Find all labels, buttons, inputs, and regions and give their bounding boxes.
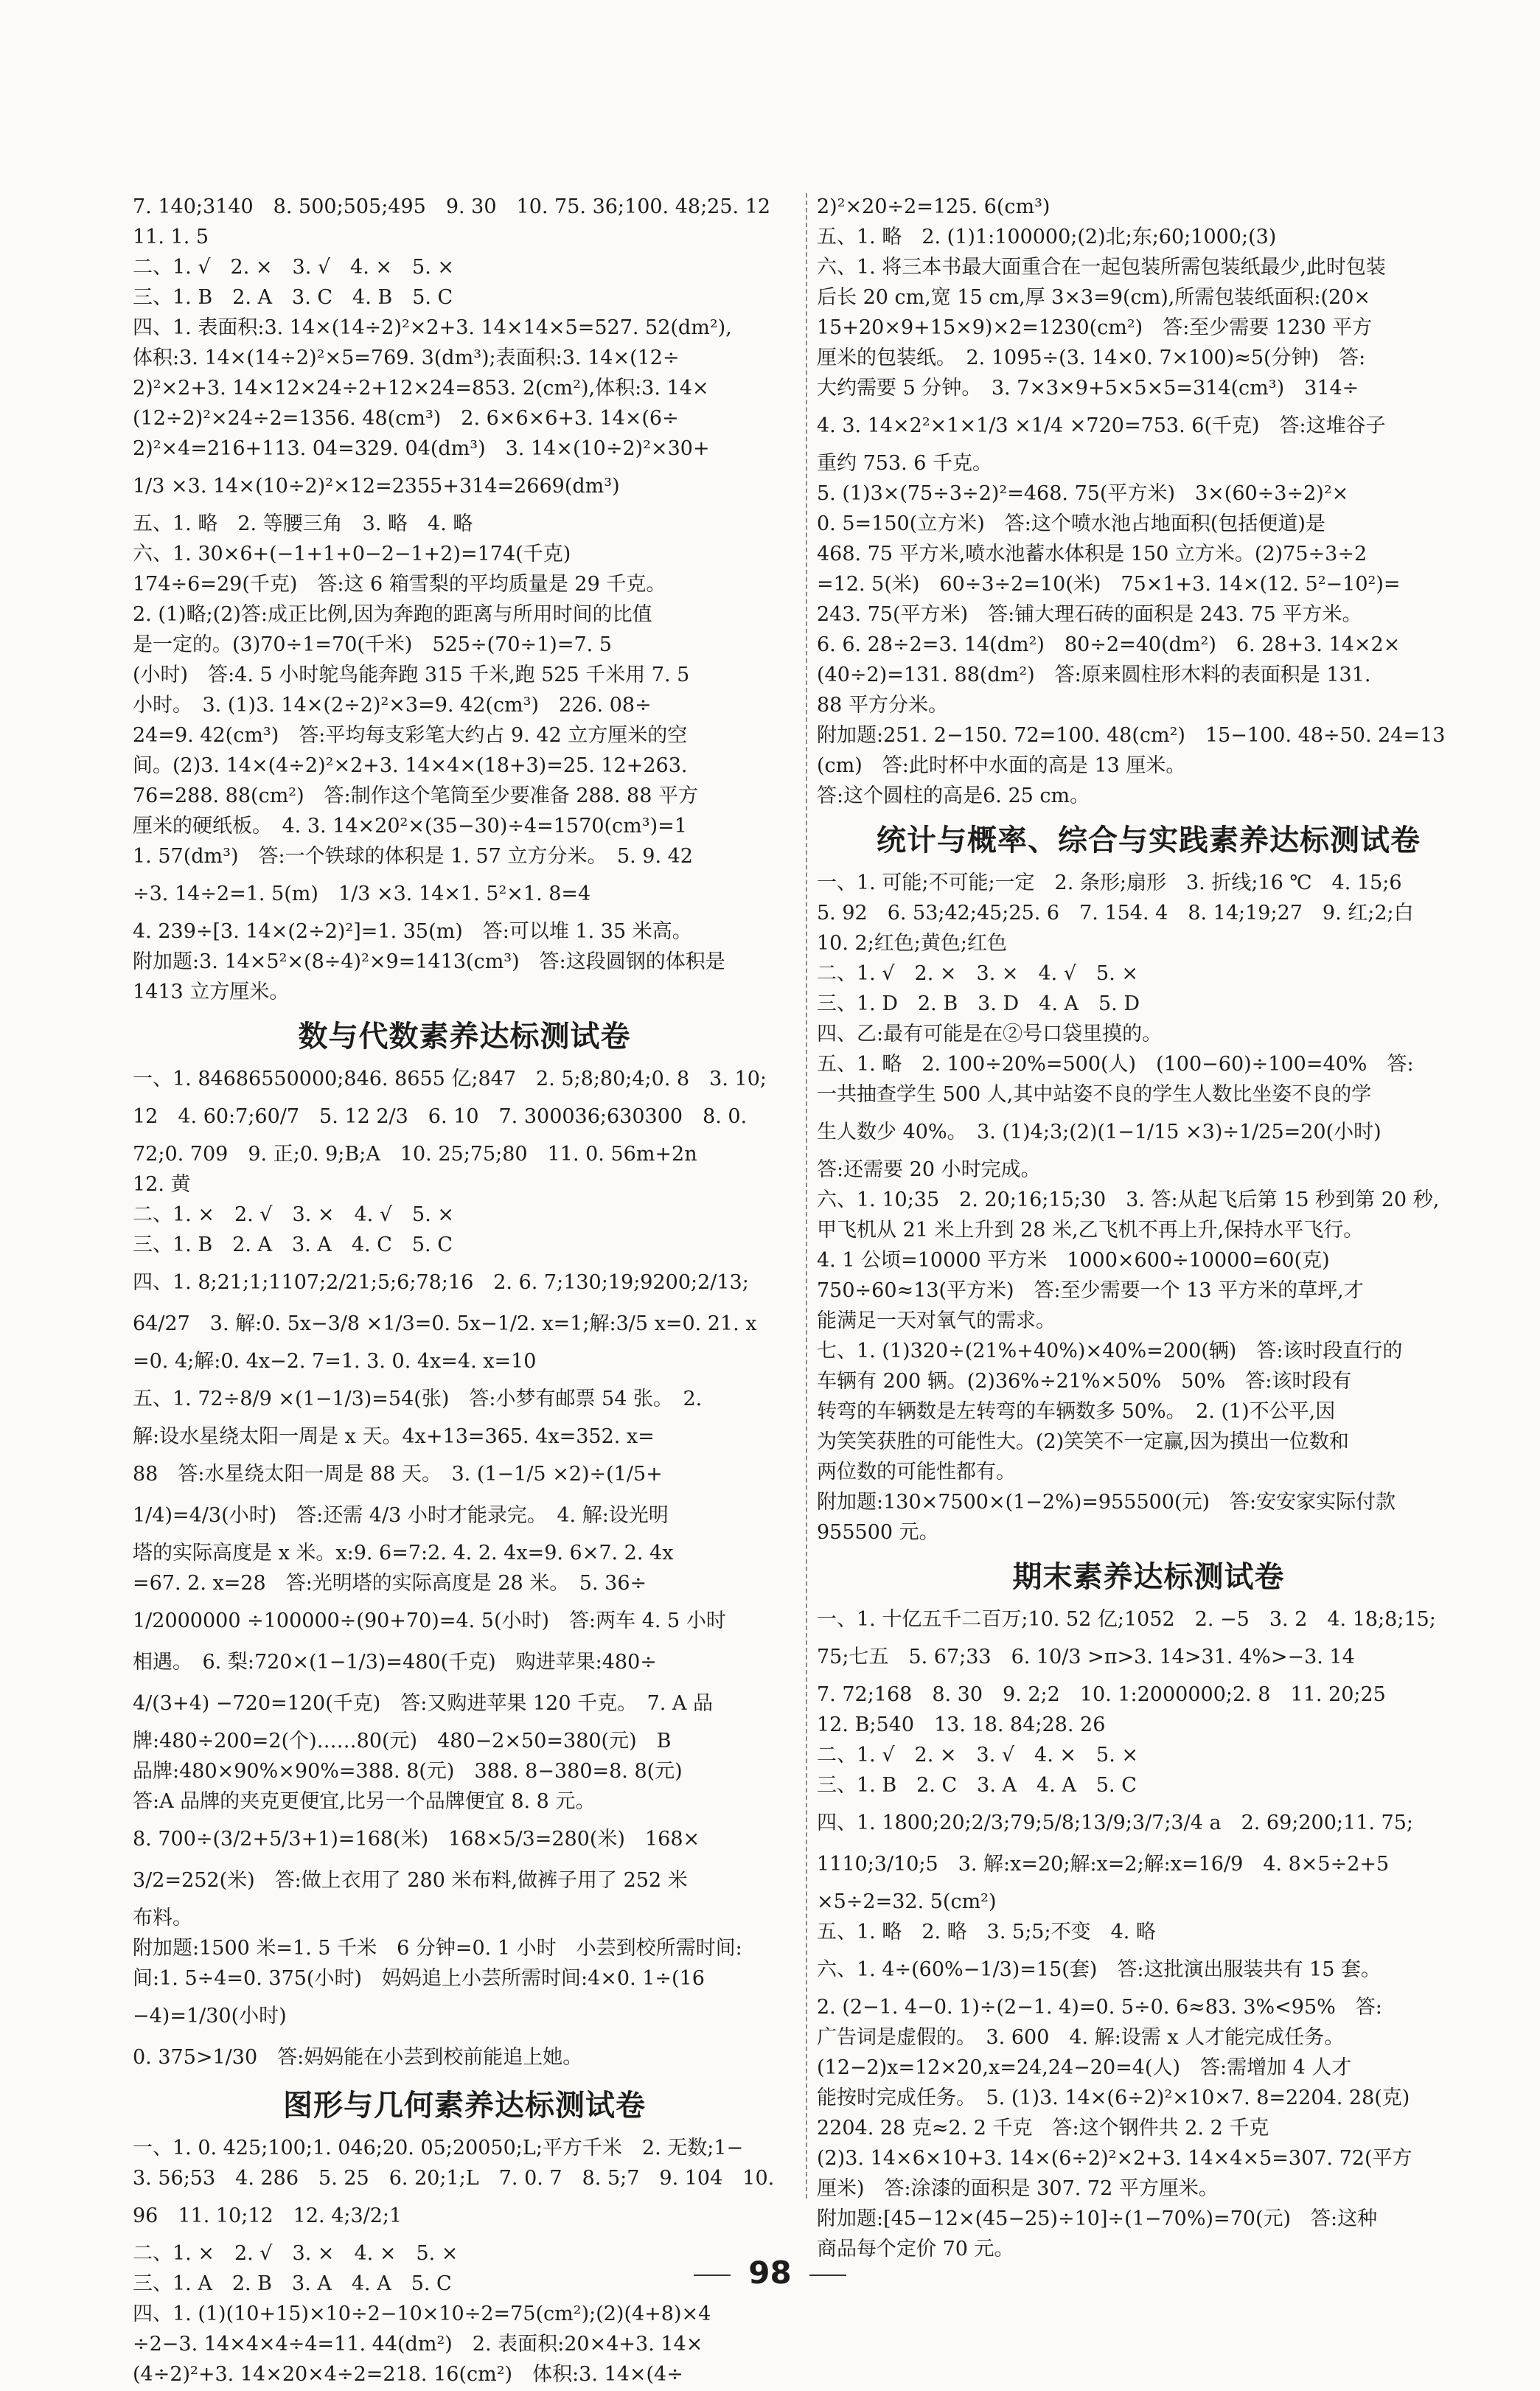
answer-line: 厘米的硬纸板。 4. 3. 14×20²×(35−30)÷4=1570(cm³)=1 bbox=[133, 815, 687, 838]
answer-line: 间:1. 5÷4=0. 375(小时) 妈妈追上小芸所需时间:4×0. 1÷(16 bbox=[133, 1967, 705, 1990]
answer-line: 五、1. 略 2. 等腰三角 3. 略 4. 略 bbox=[133, 512, 473, 535]
answer-line: 三、1. D 2. B 3. D 4. A 5. D bbox=[817, 992, 1140, 1015]
answer-line: 4. 1 公顷=10000 平方米 1000×600÷10000=60(克) bbox=[817, 1249, 1330, 1272]
answer-line: 72;0. 709 9. 正;0. 9;B;A 10. 25;75;80 11. 0. 56m+2n bbox=[133, 1143, 697, 1166]
answer-line: 5. (1)3×(75÷3÷2)²=468. 75(平方米) 3×(60÷3÷2)²× bbox=[817, 482, 1349, 505]
answer-block-algebra bbox=[133, 1065, 796, 2075]
page-number-text: 98 bbox=[748, 2255, 792, 2291]
answer-line: 五、1. 略 2. 略 3. 5;5;不变 4. 略 bbox=[817, 1921, 1156, 1943]
answer-line: 2)²×4=216+113. 04=329. 04(dm³) 3. 14×(10÷2)²×30+ bbox=[133, 437, 710, 460]
answer-line: 附加题:1500 米=1. 5 千米 6 分钟=0. 1 小时 小芸到校所需时间: bbox=[133, 1937, 742, 1960]
answer-line: =67. 2. x=28 答:光明塔的实际高度是 28 米。 5. 36÷ bbox=[133, 1572, 647, 1595]
answer-line: 一、1. 84686550000;846. 8655 亿;847 2. 5;8;80;4;0. 8 3. 10; bbox=[133, 1068, 767, 1090]
answer-line: (cm) 答:此时杯中水面的高是 13 厘米。 bbox=[817, 754, 1186, 777]
answer-line: 174÷6=29(千克) 答:这 6 箱雪梨的平均质量是 29 千克。 bbox=[133, 573, 666, 596]
answer-line: 四、1. 1800;20;2/3;79;5/8;13/9;3/7;3/4 a 2. 69;200;11. 75; bbox=[817, 1811, 1413, 1834]
answer-line: 96 11. 10;12 12. 4;3/2;1 bbox=[133, 2204, 403, 2227]
answer-line: 四、1. 8;21;1;1107;2/21;5;6;78;16 2. 6. 7;130;19;9200;2/13; bbox=[133, 1271, 749, 1294]
answer-line: 5. 92 6. 53;42;45;25. 6 7. 154. 4 8. 14;19;27 9. 红;2;白 bbox=[817, 902, 1414, 925]
answer-line: 75;七五 5. 67;33 6. 10/3 >π>3. 14>31. 4%>−3. 14 bbox=[817, 1646, 1355, 1668]
section-title-algebra: 数与代数素养达标测试卷 bbox=[298, 1020, 631, 1054]
answer-line: 7. 72;168 8. 30 9. 2;2 10. 1:2000000;2. 8 11. 20;25 bbox=[817, 1683, 1386, 1706]
answer-line: 1413 立方厘米。 bbox=[133, 981, 290, 1003]
answer-line: 四、乙:最有可能是在②号口袋里摸的。 bbox=[817, 1023, 1163, 1045]
answer-line: 牌:480÷200=2(个)……80(元) 480−2×50=380(元) B bbox=[133, 1730, 672, 1753]
answer-line: 体积:3. 14×(14÷2)²×5=769. 3(dm³);表面积:3. 14×(12÷ bbox=[133, 347, 680, 369]
answer-line: 15+20×9+15×9)×2=1230(cm²) 答:至少需要 1230 平方 bbox=[817, 316, 1373, 339]
answer-line: 2204. 28 克≈2. 2 千克 答:这个钢件共 2. 2 千克 bbox=[817, 2117, 1269, 2140]
answer-line: 五、1. 略 2. 100÷20%=500(人) (100−60)÷100=40% 答: bbox=[817, 1053, 1414, 1076]
page-number-dash-right bbox=[809, 2275, 846, 2276]
answer-line: 1/2000000 ÷100000÷(90+70)=4. 5(小时) 答:两车 4. 5 小时 bbox=[133, 1609, 726, 1632]
answer-line: 三、1. B 2. A 3. A 4. C 5. C bbox=[133, 1233, 453, 1256]
answer-line: 4. 239÷[3. 14×(2÷2)²]=1. 35(m) 答:可以堆 1. 35 米高。 bbox=[133, 920, 692, 943]
answer-line: (12÷2)²×24÷2=1356. 48(cm³) 2. 6×6×6+3. 14×(6÷ bbox=[133, 407, 679, 430]
answer-line: 8. 700÷(3/2+5/3+1)=168(米) 168×5/3=280(米) 168× bbox=[133, 1828, 700, 1851]
answer-line: 转弯的车辆数是左转弯的车辆数多 50%。 2. (1)不公平,因 bbox=[817, 1400, 1336, 1423]
answer-line: 广告词是虚假的。 3. 600 4. 解:设需 x 人才能完成任务。 bbox=[817, 2026, 1345, 2049]
answer-line: 2)²×20÷2=125. 6(cm³) bbox=[817, 195, 1051, 218]
answer-line: 2)²×2+3. 14×12×24÷2+12×24=853. 2(cm²),体积:3. 14× bbox=[133, 377, 709, 400]
answer-line: =0. 4;解:0. 4x−2. 7=1. 3. 0. 4x=4. x=10 bbox=[133, 1350, 537, 1373]
answer-line: 750÷60≈13(平方米) 答:至少需要一个 13 平方米的草坪,才 bbox=[817, 1279, 1364, 1302]
answer-line: 生人数少 40%。 3. (1)4;3;(2)(1−1/15 ×3)÷1/25=20(小时) bbox=[817, 1121, 1382, 1144]
answer-line: 答:这个圆柱的高是6. 25 cm。 bbox=[817, 784, 1090, 807]
column-divider bbox=[806, 193, 807, 2199]
answer-line: 能满足一天对氧气的需求。 bbox=[817, 1309, 1056, 1332]
section-title-final: 期末素养达标测试卷 bbox=[1012, 1560, 1285, 1594]
answer-line: 6. 6. 28÷2=3. 14(dm²) 80÷2=40(dm²) 6. 28+3. 14×2× bbox=[817, 633, 1401, 656]
answer-line: 两位数的可能性都有。 bbox=[817, 1461, 1016, 1483]
answer-line: 四、1. 表面积:3. 14×(14÷2)²×2+3. 14×14×5=527. 52(dm²), bbox=[133, 316, 732, 339]
answer-line: 二、1. √ 2. × 3. √ 4. × 5. × bbox=[817, 1744, 1138, 1767]
answer-line: 答:还需要 20 小时完成。 bbox=[817, 1158, 1041, 1181]
answer-line: 一、1. 可能;不可能;一定 2. 条形;扇形 3. 折线;16 ℃ 4. 15;6 bbox=[817, 871, 1402, 894]
answer-line: 布料。 bbox=[133, 1907, 192, 1929]
answer-block-final bbox=[817, 1606, 1480, 2263]
answer-line: 二、1. √ 2. × 3. √ 4. × 5. × bbox=[133, 256, 454, 279]
answer-line: 三、1. B 2. C 3. A 4. A 5. C bbox=[817, 1774, 1137, 1797]
answer-line: 3/2=252(米) 答:做上衣用了 280 米布料,做裤子用了 252 米 bbox=[133, 1869, 688, 1892]
answer-line: 品牌:480×90%×90%=388. 8(元) 388. 8−380=8. 8(元) bbox=[133, 1760, 683, 1783]
answer-line: 七、1. (1)320÷(21%+40%)×40%=200(辆) 答:该时段直行的 bbox=[817, 1340, 1403, 1362]
answer-line: 88 答:水星绕太阳一周是 88 天。 3. (1−1/5 ×2)÷(1/5+ bbox=[133, 1463, 663, 1486]
answer-line: 12. B;540 13. 18. 84;28. 26 bbox=[817, 1713, 1106, 1736]
answer-line: (小时) 答:4. 5 小时鸵鸟能奔跑 315 千米,跑 525 千米用 7. 5 bbox=[133, 664, 690, 686]
answer-line: 88 平方分米。 bbox=[817, 694, 948, 717]
answer-line: 间。(2)3. 14×(4÷2)²×2+3. 14×4×(18+3)=25. 12+263. bbox=[133, 754, 688, 777]
answer-line: ×5÷2=32. 5(cm²) bbox=[817, 1890, 997, 1913]
answer-line: 厘米) 答:涂漆的面积是 307. 72 平方厘米。 bbox=[817, 2177, 1219, 2200]
answer-line: 2. (2−1. 4−0. 1)÷(2−1. 4)=0. 5÷0. 6≈83. 3%<95% 答: bbox=[817, 1996, 1382, 2019]
answer-line: (40÷2)=131. 88(dm²) 答:原来圆柱形木料的表面积是 131. bbox=[817, 664, 1371, 686]
answer-line: 24=9. 42(cm³) 答:平均每支彩笔大约占 9. 42 立方厘米的空 bbox=[133, 724, 688, 747]
answer-line: 3. 56;53 4. 286 5. 25 6. 20;1;L 7. 0. 7 8. 5;7 9. 104 10. bbox=[133, 2167, 775, 2190]
page-number-dash-left bbox=[694, 2275, 731, 2276]
answer-line: 能按时完成任务。 5. (1)3. 14×(6÷2)²×10×7. 8=2204. 28(克) bbox=[817, 2087, 1410, 2109]
answer-line: (4÷2)²+3. 14×20×4÷2=218. 16(cm²) 体积:3. 14×(4÷ bbox=[133, 2363, 683, 2386]
answer-line: 三、1. B 2. A 3. C 4. B 5. C bbox=[133, 286, 453, 309]
answer-line: 1/4)=4/3(小时) 答:还需 4/3 小时才能录完。 4. 解:设光明 bbox=[133, 1504, 669, 1527]
answer-line: 955500 元。 bbox=[817, 1521, 939, 1544]
answer-line: 10. 2;红色;黄色;红色 bbox=[817, 932, 1007, 955]
answer-line: 0. 5=150(立方米) 答:这个喷水池占地面积(包括便道)是 bbox=[817, 512, 1325, 535]
answer-line: 六、1. 将三本书最大面重合在一起包装所需包装纸最少,此时包装 bbox=[817, 256, 1386, 279]
answer-line: 附加题:251. 2−150. 72=100. 48(cm²) 15−100. 48÷50. 24=13 bbox=[817, 724, 1446, 747]
answer-line: 后长 20 cm,宽 15 cm,厚 3×3=9(cm),所需包装纸面积:(20× bbox=[817, 286, 1371, 309]
answer-line: 六、1. 4÷(60%−1/3)=15(套) 答:这批演出服装共有 15 套。 bbox=[817, 1958, 1381, 1981]
answer-line: 1. 57(dm³) 答:一个铁球的体积是 1. 57 立方分米。 5. 9. 42 bbox=[133, 845, 693, 868]
answer-line: 附加题:[45−12×(45−25)÷10]÷(1−70%)=70(元) 答:这种 bbox=[817, 2207, 1378, 2230]
answer-block-prev-test bbox=[133, 193, 796, 1006]
answer-line: 4/(3+4) −720=120(千克) 答:又购进苹果 120 千克。 7. A 品 bbox=[133, 1692, 714, 1715]
answer-line: 甲飞机从 21 米上升到 28 米,乙飞机不再上升,保持水平飞行。 bbox=[817, 1219, 1364, 1242]
answer-line: 解:设水星绕太阳一周是 x 天。4x+13=365. 4x=352. x= bbox=[133, 1425, 655, 1448]
answer-line: 二、1. √ 2. × 3. × 4. √ 5. × bbox=[817, 962, 1138, 985]
answer-line: ÷3. 14÷2=1. 5(m) 1/3 ×3. 14×1. 5²×1. 8=4 bbox=[133, 883, 591, 905]
left-column bbox=[133, 193, 796, 2391]
answer-line: 五、1. 略 2. (1)1:100000;(2)北;东;60;1000;(3) bbox=[817, 226, 1277, 248]
answer-line: 四、1. (1)(10+15)×10÷2−10×10÷2=75(cm²);(2)(4+8)×4 bbox=[133, 2303, 711, 2325]
answer-line: 答:A 品牌的夹克更便宜,比另一个品牌便宜 8. 8 元。 bbox=[133, 1790, 596, 1813]
answer-line: 厘米的包装纸。 2. 1095÷(3. 14×0. 7×100)≈5(分钟) 答: bbox=[817, 347, 1366, 369]
answer-line: 二、1. × 2. √ 3. × 4. √ 5. × bbox=[133, 1203, 454, 1226]
answer-line: (12−2)x=12×20,x=24,24−20=4(人) 答:需增加 4 人才 bbox=[817, 2056, 1352, 2079]
answer-line: 76=288. 88(cm²) 答:制作这个笔筒至少要准备 288. 88 平方 bbox=[133, 784, 698, 807]
answer-line: 是一定的。(3)70÷1=70(千米) 525÷(70÷1)=7. 5 bbox=[133, 633, 612, 656]
answer-line: 商品每个定价 70 元。 bbox=[817, 2238, 1014, 2261]
answer-line: 243. 75(平方米) 答:铺大理石砖的面积是 243. 75 平方米。 bbox=[817, 603, 1362, 626]
answer-line: 五、1. 72÷8/9 ×(1−1/3)=54(张) 答:小梦有邮票 54 张。 2. bbox=[133, 1388, 703, 1410]
answer-line: 0. 375>1/30 答:妈妈能在小芸到校前能追上她。 bbox=[133, 2046, 583, 2069]
answer-line: 一、1. 十亿五千二百万;10. 52 亿;1052 2. −5 3. 2 4. 18;8;15; bbox=[817, 1608, 1436, 1631]
right-column bbox=[817, 193, 1480, 2266]
answer-line: 二、1. × 2. √ 3. × 4. × 5. × bbox=[133, 2242, 459, 2265]
answer-line: 六、1. 10;35 2. 20;16;15;30 3. 答:从起飞后第 15 秒到第 20 秒, bbox=[817, 1188, 1440, 1211]
answer-line: −4)=1/30(小时) bbox=[133, 2005, 287, 2028]
answer-line: 一共抽查学生 500 人,其中站姿不良的学生人数比坐姿不良的学 bbox=[817, 1083, 1372, 1106]
answer-line: 小时。 3. (1)3. 14×(2÷2)²×3=9. 42(cm³) 226. 08÷ bbox=[133, 694, 652, 717]
answer-line: 相遇。 6. 梨:720×(1−1/3)=480(千克) 购进苹果:480÷ bbox=[133, 1651, 657, 1674]
answer-line: 重约 753. 6 千克。 bbox=[817, 452, 993, 475]
answer-line: ÷2−3. 14×4×4÷4=11. 44(dm²) 2. 表面积:20×4+3. 14× bbox=[133, 2333, 703, 2356]
page-number bbox=[0, 2255, 1540, 2291]
answer-block-statistics bbox=[817, 869, 1480, 1547]
section-title-geometry: 图形与几何素养达标测试卷 bbox=[283, 2089, 646, 2123]
answer-line: 11. 1. 5 bbox=[133, 226, 209, 248]
answer-line: 大约需要 5 分钟。 3. 7×3×9+5×5×5=314(cm³) 314÷ bbox=[817, 377, 1359, 400]
answer-line: 六、1. 30×6+(−1+1+0−2−1+2)=174(千克) bbox=[133, 543, 571, 565]
answer-line: 一、1. 0. 425;100;1. 046;20. 05;20050;L;平方千米 2. 无数;1− bbox=[133, 2137, 744, 2159]
answer-line: 附加题:130×7500×(1−2%)=955500(元) 答:安安家实际付款 bbox=[817, 1491, 1396, 1514]
answer-line: 1110;3/10;5 3. 解:x=20;解:x=2;解:x=16/9 4. 8×5÷2+5 bbox=[817, 1853, 1390, 1876]
answer-line: =12. 5(米) 60÷3÷2=10(米) 75×1+3. 14×(12. 5²−10²)= bbox=[817, 573, 1401, 596]
answer-line: 468. 75 平方米,喷水池蓄水体积是 150 立方米。(2)75÷3÷2 bbox=[817, 543, 1367, 565]
answer-line: 64/27 3. 解:0. 5x−3/8 ×1/3=0. 5x−1/2. x=1;解:3/5 x=0. 21. x bbox=[133, 1312, 757, 1335]
answer-line: 12 4. 60:7;60/7 5. 12 2/3 6. 10 7. 300036;630300 8. 0. bbox=[133, 1105, 748, 1128]
answer-block-geometry-cont bbox=[817, 193, 1480, 780]
answer-line: 1/3 ×3. 14×(10÷2)²×12=2355+314=2669(dm³) bbox=[133, 475, 620, 498]
answer-line: 附加题:3. 14×5²×(8÷4)²×9=1413(cm³) 答:这段圆钢的体积是 bbox=[133, 950, 725, 973]
answer-line: 三、1. A 2. B 3. A 4. A 5. C bbox=[133, 2272, 452, 2295]
answer-line: (2)3. 14×6×10+3. 14×(6÷2)²×2+3. 14×4×5=307. 72(平方 bbox=[817, 2147, 1412, 2170]
answer-line: 为笑笑获胜的可能性大。(2)笑笑不一定赢,因为摸出一位数和 bbox=[817, 1430, 1349, 1453]
section-title-statistics: 统计与概率、综合与实践素养达标测试卷 bbox=[877, 824, 1421, 857]
answer-line: 12. 黄 bbox=[133, 1173, 191, 1196]
answer-line: 2. (1)略;(2)答:成正比例,因为奔跑的距离与所用时间的比值 bbox=[133, 603, 652, 626]
answer-line: 7. 140;3140 8. 500;505;495 9. 30 10. 75. 36;100. 48;25. 12 bbox=[133, 195, 771, 218]
answer-line: 车辆有 200 辆。(2)36%÷21%×50% 50% 答:该时段有 bbox=[817, 1370, 1352, 1393]
answer-line: 4. 3. 14×2²×1×1/3 ×1/4 ×720=753. 6(千克) 答:这堆谷子 bbox=[817, 414, 1386, 437]
answer-line: 塔的实际高度是 x 米。x:9. 6=7:2. 4. 2. 4x=9. 6×7. 2. 4x bbox=[133, 1542, 674, 1565]
